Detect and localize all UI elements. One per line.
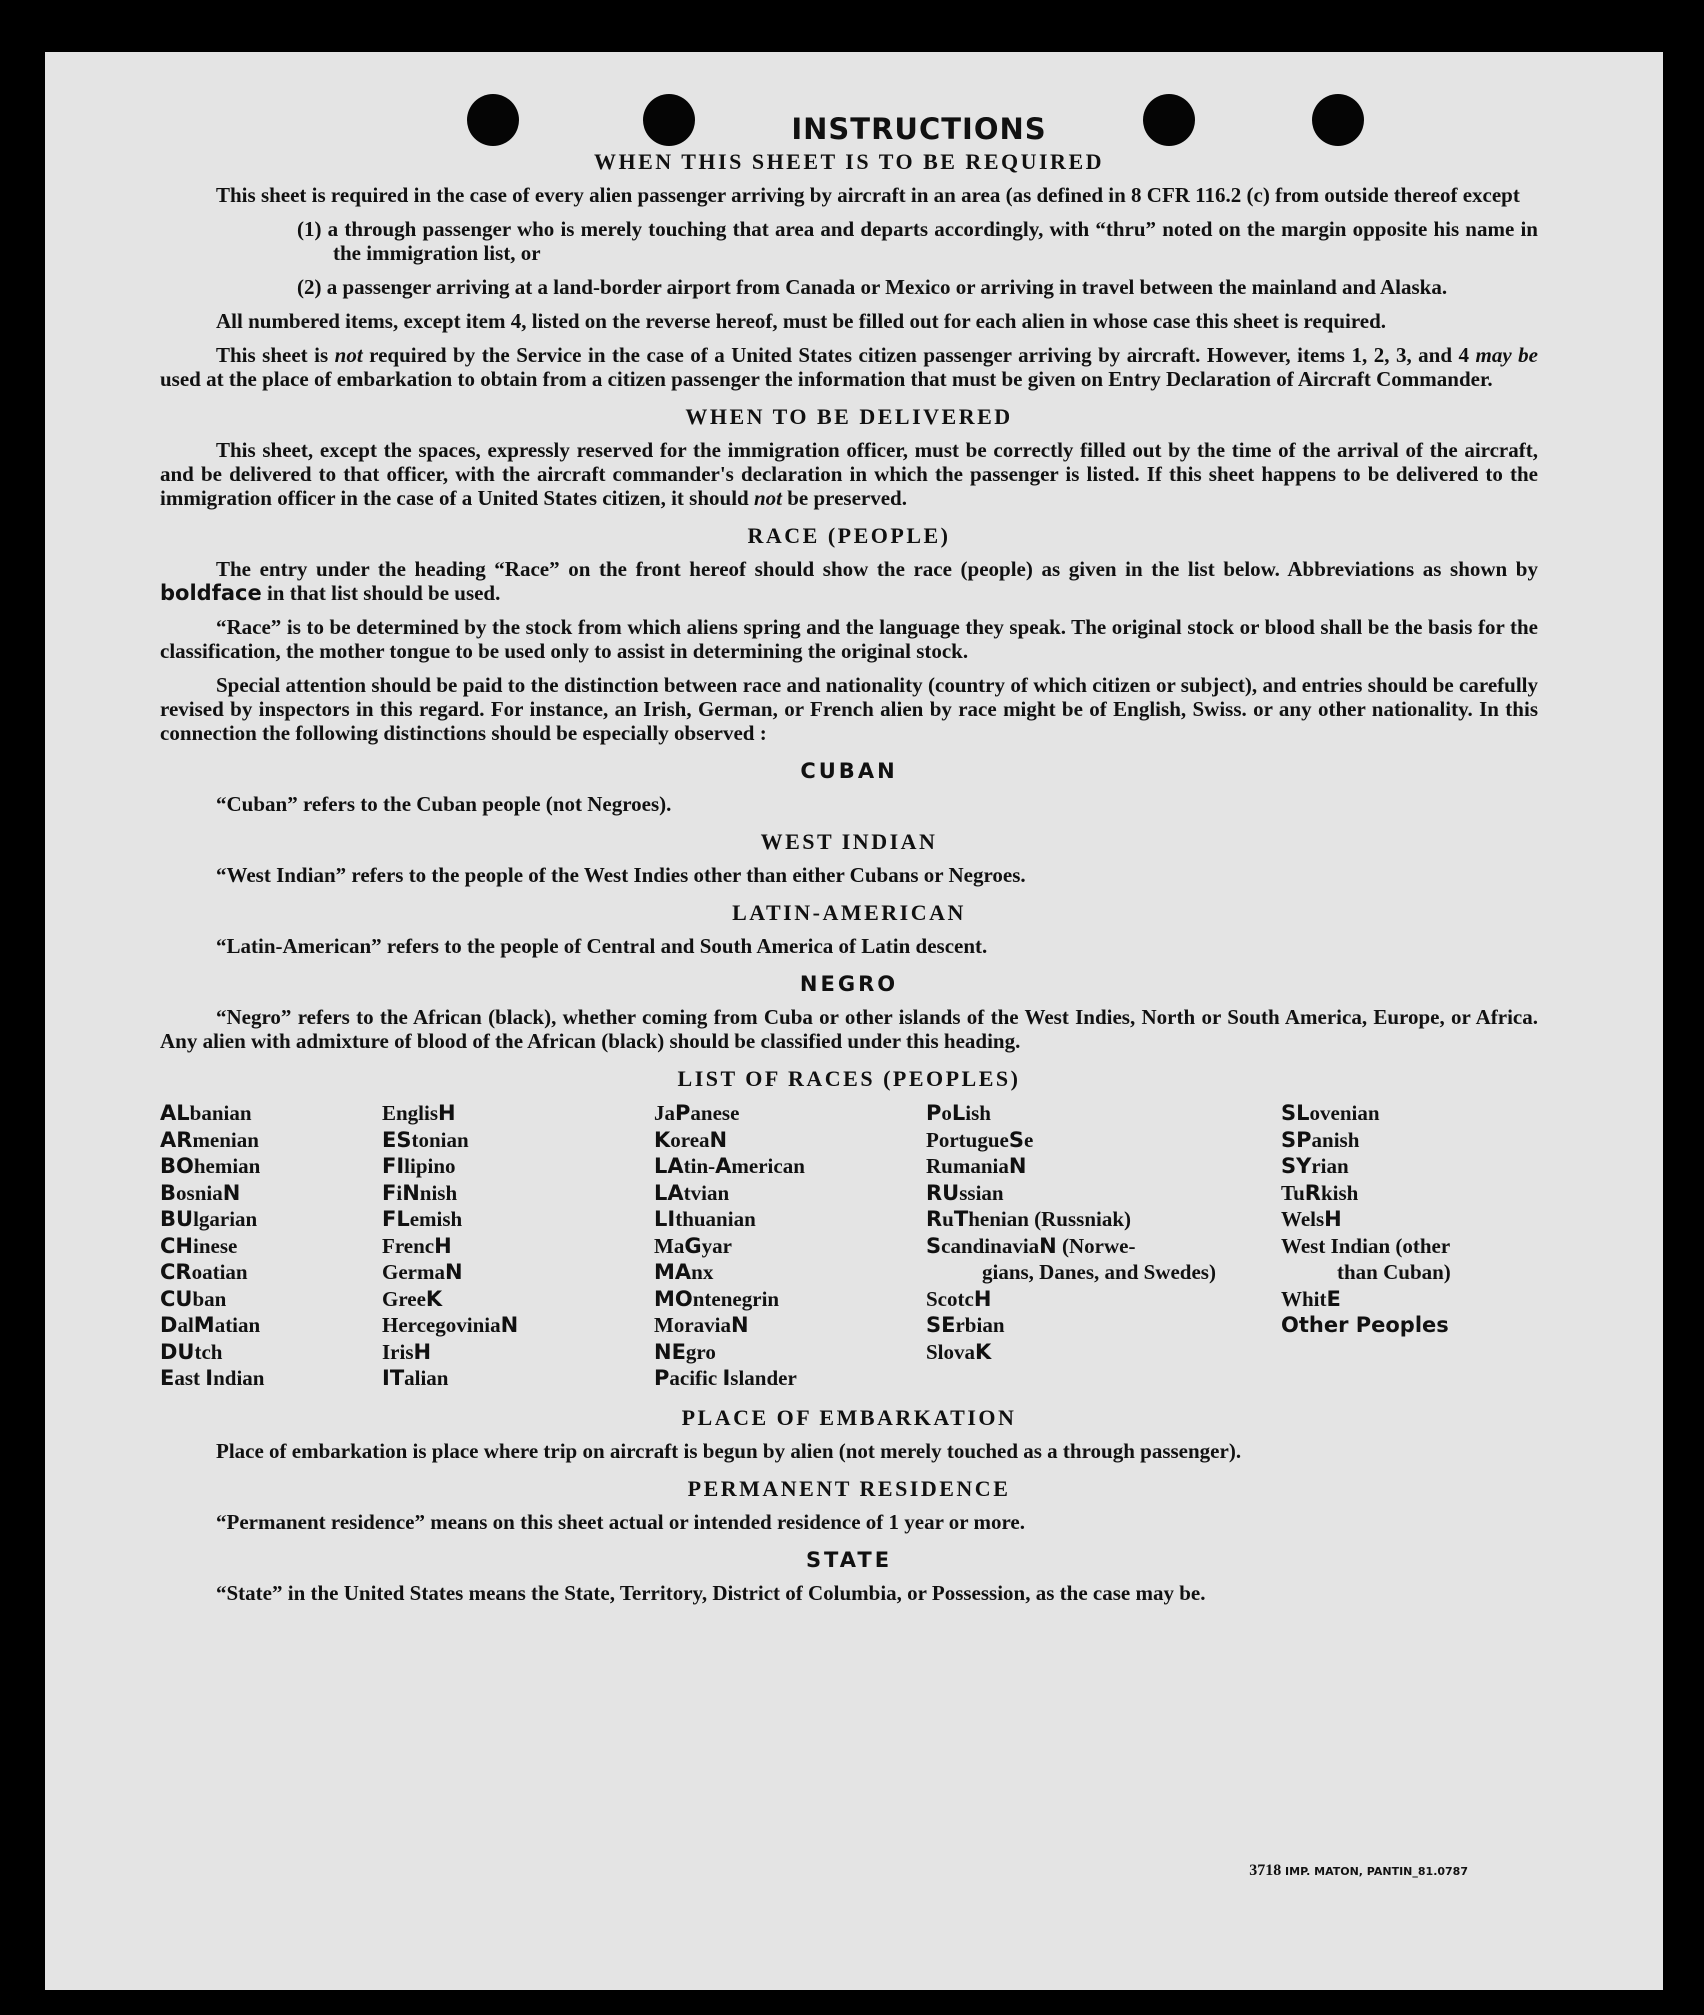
races-list [160, 1100, 1538, 1392]
race-item: West Indian (other than Cuban) [1281, 1233, 1451, 1284]
heading-latin-american: LATIN-AMERICAN [732, 900, 966, 925]
race-item: MaGyar [654, 1233, 732, 1258]
races-column [160, 1100, 382, 1392]
punch-hole [643, 94, 695, 146]
race-item: RumaniaN [926, 1154, 1027, 1178]
page-title: INSTRUCTIONS [791, 112, 1047, 146]
race-item: BUlgarian [160, 1207, 258, 1231]
paragraph: “Negro” refers to the African (black), whether coming from Cuba or other islands of the West Indies, North or South America, Europe, or Africa. Any alien with admixture of blood of the African (black) should be classified under this heading. [160, 1005, 1538, 1053]
heading-state: STATE [805, 1547, 893, 1572]
heading-cuban: CUBAN [800, 759, 898, 783]
race-item: East Indian [160, 1366, 265, 1390]
race-item: SPanish [1281, 1127, 1360, 1152]
race-item: GermaN [382, 1260, 463, 1284]
race-item: Pacific Islander [654, 1366, 797, 1390]
paragraph: “Cuban” refers to the Cuban people (not Negroes). [216, 792, 672, 816]
race-item: EnglisH [382, 1101, 456, 1125]
race-item: NEgro [654, 1339, 716, 1364]
exception-item-1: (1) a through passenger who is merely touching that area and departs accordingly, with “thru” noted on the margin opposite his name in the immigration list, or [297, 217, 1538, 265]
race-item: BOhemian [160, 1154, 261, 1178]
paragraph: Special attention should be paid to the distinction between race and nationality (country of which citizen or subject), and entries should be carefully revised by inspectors in this regard. For instance, an Irish, German, or French alien by race might be of English, Swiss. or any other nationality. In this connection the following distinctions should be especially observed : [160, 673, 1538, 745]
race-item: WelsH [1281, 1207, 1342, 1231]
races-column [654, 1100, 926, 1392]
race-item: BosniaN [160, 1180, 241, 1205]
heading-west-indian: WEST INDIAN [760, 829, 938, 854]
paragraph: “Latin-American” refers to the people of Central and South America of Latin descent. [216, 934, 988, 958]
race-item: ScandinaviaN (Norwe- gians, Danes, and Swedes) [926, 1233, 1216, 1284]
paragraph: “West Indian” refers to the people of the West Indies other than either Cubans or Negroes. [216, 863, 1026, 887]
race-item: CUban [160, 1286, 227, 1311]
heading-when-delivered: WHEN TO BE DELIVERED [685, 404, 1013, 429]
race-item: ARmenian [160, 1127, 259, 1152]
race-item: RuThenian (Russniak) [926, 1207, 1131, 1231]
race-item: MoraviaN [654, 1313, 749, 1337]
race-item: JaPanese [654, 1101, 740, 1125]
form-number: 3718 [1249, 1862, 1282, 1879]
race-item: CHinese [160, 1233, 238, 1258]
heading-negro: NEGRO [799, 972, 899, 996]
instruction-sheet [45, 52, 1663, 1990]
race-item: GreeK [382, 1286, 443, 1311]
race-item: CRoatian [160, 1260, 248, 1284]
heading-race: RACE (PEOPLE) [747, 523, 951, 548]
heading-place-of-embarkation: PLACE OF EMBARKATION [681, 1404, 1017, 1430]
race-item: LAtvian [654, 1180, 730, 1205]
race-item: WhitE [1281, 1286, 1341, 1311]
punch-hole [1143, 94, 1195, 146]
race-item: SErbian [926, 1313, 1005, 1337]
race-item: LAtin-American [654, 1154, 805, 1178]
race-item: FiNnish [382, 1180, 458, 1205]
race-item: Other Peoples [1281, 1313, 1449, 1337]
race-item: LIthuanian [654, 1207, 756, 1231]
races-column [926, 1100, 1281, 1392]
punch-hole [467, 94, 519, 146]
race-item: DalMatian [160, 1313, 261, 1337]
race-item: KoreaN [654, 1127, 728, 1152]
form-stamp [1249, 1859, 1468, 1884]
race-item: IrisH [382, 1339, 432, 1364]
race-item: SLovenian [1281, 1101, 1380, 1125]
race-item: TuRkish [1281, 1180, 1359, 1205]
paragraph: This sheet is required in the case of every alien passenger arriving by aircraft in an area (as defined in 8 CFR 116.2 (c) from outside thereof except [216, 183, 1520, 207]
printer-imprint: IMP. MATON, PANTIN_81.0787 [1285, 1865, 1468, 1878]
exception-item-2: (2) a passenger arriving at a land-border airport from Canada or Mexico or arriving in travel between the mainland and Alaska. [297, 275, 1448, 299]
race-item: ALbanian [160, 1101, 252, 1125]
paragraph: The entry under the heading “Race” on the front hereof should show the race (people) as given in the list below. Abbreviations as shown by boldface in that list should be used. [160, 557, 1538, 605]
heading-permanent-residence: PERMANENT RESIDENCE [687, 1475, 1011, 1501]
race-item: ITalian [382, 1366, 449, 1390]
paragraph: This sheet is not required by the Service in the case of a United States citizen passenger arriving by aircraft. However, items 1, 2, 3, and 4 may be used at the place of embarkation to obtain from a citizen passenger the information that must be given on Entry Declaration of Aircraft Commander. [160, 343, 1538, 391]
race-item: FrencH [382, 1233, 452, 1258]
paragraph: All numbered items, except item 4, listed on the reverse hereof, must be filled out for each alien in whose case this sheet is required. [216, 309, 1387, 333]
race-item: PortugueSe [926, 1127, 1034, 1152]
race-item: EStonian [382, 1127, 469, 1152]
race-item: FIlipino [382, 1154, 456, 1178]
race-item: SYrian [1281, 1154, 1349, 1178]
race-item: RUssian [926, 1180, 1004, 1205]
races-column [1281, 1100, 1531, 1392]
heading-list-of-races: LIST OF RACES (PEOPLES) [677, 1066, 1021, 1091]
paragraph: This sheet, except the spaces, expressly reserved for the immigration officer, must be correctly filled out by the time of the arrival of the aircraft, and be delivered to that officer, with the aircraft commander's declaration in which the passenger is listed. If this sheet happens to be delivered to the immigration officer in the case of a United States citizen, it should not be preserved. [160, 438, 1538, 510]
races-column [382, 1100, 654, 1392]
race-item: PoLish [926, 1101, 991, 1125]
race-item: SlovaK [926, 1339, 992, 1364]
paragraph: “Permanent residence” means on this sheet actual or intended residence of 1 year or more. [216, 1509, 1025, 1534]
race-item: FLemish [382, 1207, 463, 1231]
punch-hole [1312, 94, 1364, 146]
paragraph: “Race” is to be determined by the stock from which aliens spring and the language they speak. The original stock or blood shall be the basis for the classification, the mother tongue to be used only to assist in determining the original stock. [160, 615, 1538, 663]
race-item: ScotcH [926, 1286, 992, 1311]
race-item: DUtch [160, 1339, 223, 1364]
race-item: MOntenegrin [654, 1286, 780, 1311]
heading-when-required: WHEN THIS SHEET IS TO BE REQUIRED [593, 149, 1105, 174]
race-item: MAnx [654, 1260, 714, 1284]
race-item: HercegoviniaN [382, 1313, 519, 1337]
paragraph: Place of embarkation is place where trip on aircraft is begun by alien (not merely touched as a through passenger). [216, 1438, 1242, 1463]
paragraph: “State” in the United States means the State, Territory, District of Columbia, or Possession, as the case may be. [216, 1580, 1206, 1605]
